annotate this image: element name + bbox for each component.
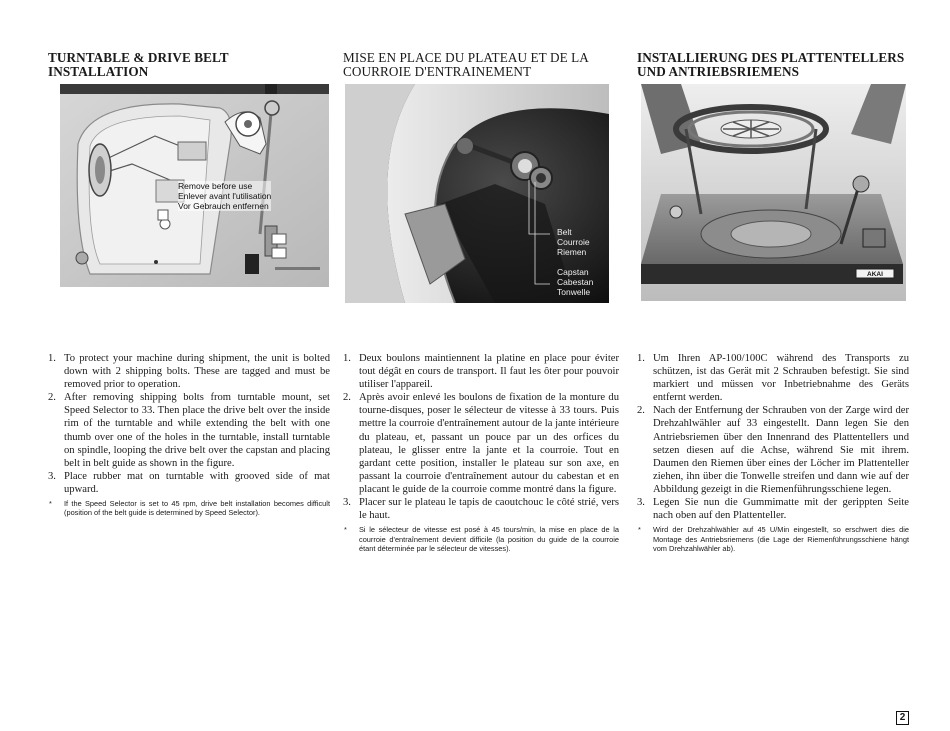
capstan-callout bbox=[557, 267, 593, 297]
speed-selector-note bbox=[48, 499, 330, 518]
step-text: To protect your machine during shipment, the unit is bolted down with 2 shipping bolts. These are tagged and must be removed prior to operation. bbox=[64, 353, 330, 391]
step-number: 3. bbox=[48, 470, 56, 482]
installation-steps bbox=[343, 352, 619, 553]
installation-steps bbox=[637, 352, 909, 553]
step-item bbox=[343, 352, 619, 391]
step-number: 2. bbox=[637, 405, 645, 417]
callout-line-de: Vor Gebrauch entfernen bbox=[178, 201, 269, 211]
callout-line-fr: Enlever avant l'utilisation bbox=[178, 191, 272, 201]
turntable-top-view-photo bbox=[60, 84, 329, 287]
platter-installation-illustration bbox=[641, 84, 906, 301]
note-marker: * bbox=[344, 525, 347, 535]
callout-line-fr: Cabestan bbox=[557, 277, 594, 287]
remove-before-use-callout bbox=[178, 181, 271, 211]
section-heading: INSTALLIERUNG DES PLATTENTELLERS UND ANTRIEBSRIEMENS bbox=[637, 50, 905, 79]
step-number: 3. bbox=[343, 497, 351, 509]
step-item bbox=[48, 352, 330, 391]
step-item bbox=[637, 352, 909, 404]
page-number: 2 bbox=[896, 711, 909, 725]
step-text: Après avoir enlevé les boulons de fixation de la monture du tourne-disques, poser le sélecteur de vitesse à 33 tours. Puis mettre la courroie d'entraînement autour de la jante intérieure du plateau, et, passant un pouce par un des orfices du plateau, le glisser entre la jante et la courroie. Tout en gardant cette position, installer le plateau sur son axe, en passant la courroie d'entraînement autour du cabestan et en placant le guide de la courroie comme montré dans la figure. bbox=[359, 392, 619, 495]
step-text: Deux boulons maintiennent la platine en place pour éviter tout dégât en cours de transport. Il faut les ôter pour pouvoir utiliser l'appareil. bbox=[359, 353, 619, 391]
step-text: Place rubber mat on turntable with grooved side of mat upward. bbox=[64, 470, 330, 495]
installation-steps bbox=[48, 352, 330, 518]
step-number: 2. bbox=[343, 392, 351, 404]
step-text: Legen Sie nun die Gummimatte mit der gerippten Seite nach oben auf den Plattenteller. bbox=[653, 497, 909, 522]
belt-capstan-closeup-photo bbox=[345, 84, 609, 303]
callout-line-en: Remove before use bbox=[178, 181, 253, 191]
callout-line-de: Tonwelle bbox=[557, 287, 591, 297]
step-number: 1. bbox=[343, 353, 351, 364]
step-text: Placer sur le plateau le tapis de caoutchouc le côté strié, vers le haut. bbox=[359, 497, 619, 522]
step-number: 1. bbox=[637, 353, 645, 364]
callout-line-en: Belt bbox=[557, 227, 572, 237]
step-number: 3. bbox=[637, 497, 645, 509]
speed-selector-note bbox=[637, 525, 909, 553]
callout-line-fr: Courroie bbox=[557, 237, 590, 247]
step-text: After removing shipping bolts from turntable mount, set Speed Selector to 33. Then place the drive belt over the inside rim of the turntable and while extending the belt with one thumb over one of the holes in the turntable, install turntable on spindle, looping the drive belt over the capstan and placing belt in belt guide as shown in the figure. bbox=[64, 392, 330, 469]
note-text: If the Speed Selector is set to 45 rpm, drive belt installation becomes difficult (position of the belt guide is determined by Speed Selector). bbox=[64, 499, 330, 518]
step-item bbox=[637, 404, 909, 496]
platter-installation-photo bbox=[641, 84, 906, 301]
step-text: Nach der Entfernung der Schrauben von der Zarge wird der Drehzahlwähler auf 33 eingestellt. Dann legen Sie den Antriebsriemen über den Innenrand des Plattentellers und setzen diesen auf die Achse, während Sie mit ihrem. Daumen den Riemen über eines der Löcher im Plattenteller ziehen, ihn über die Tonwelle streifen und dann wie auf der Abbildung gezeigt in die Riemenführungsschiene legen. bbox=[653, 405, 909, 495]
callout-line-en: Capstan bbox=[557, 267, 589, 277]
step-item bbox=[637, 496, 909, 522]
belt-callout bbox=[557, 227, 590, 257]
callout-line-de: Riemen bbox=[557, 247, 587, 257]
step-text: Um Ihren AP-100/100C während des Transports zu schützen, ist das Gerät mit 2 Schrauben befestigt. Sie sind markiert und müssen vor Inbetriebnahme des Geräts entfernt werden. bbox=[653, 353, 909, 404]
akai-brand-label: AKAI bbox=[867, 271, 883, 278]
note-marker: * bbox=[49, 499, 52, 509]
note-text: Si le sélecteur de vitesse est posé à 45 tours/min, la mise en place de la courroie d'entraînement devient difficile (la position du guide de la courroie étant déterminée par le sélecteur de vitesses). bbox=[359, 525, 619, 553]
step-item bbox=[343, 496, 619, 522]
section-heading: TURNTABLE & DRIVE BELT INSTALLATION bbox=[48, 50, 229, 79]
step-item bbox=[48, 391, 330, 470]
step-item bbox=[343, 391, 619, 496]
step-number: 1. bbox=[48, 353, 56, 364]
section-heading: MISE EN PLACE DU PLATEAU ET DE LA COURROIE D'ENTRAINEMENT bbox=[343, 50, 589, 79]
speed-selector-note bbox=[343, 525, 619, 553]
note-text: Wird der Drehzahlwähler auf 45 U/Min eingestellt, so erschwert dies die Montage des Antriebsriemens (die Lage der Riemenführungsschiene hängt vom Drehzahlwähler ab). bbox=[653, 525, 909, 553]
step-item bbox=[48, 470, 330, 496]
note-marker: * bbox=[638, 525, 641, 535]
step-number: 2. bbox=[48, 392, 56, 404]
